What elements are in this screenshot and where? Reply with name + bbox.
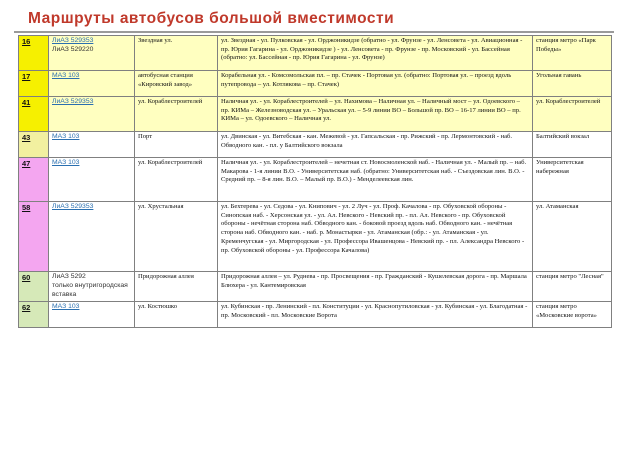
end-stop-cell: Балтийский вокзал xyxy=(533,132,612,158)
bus-model-cell xyxy=(49,97,135,132)
table-row xyxy=(19,301,612,327)
title-divider xyxy=(14,31,614,33)
routes-table xyxy=(18,35,612,328)
bus-model-link[interactable]: МАЗ 103 xyxy=(52,302,80,310)
bus-model-link[interactable]: ЛиАЗ 5292 xyxy=(52,273,86,280)
bus-model-link[interactable]: МАЗ 103 xyxy=(52,159,80,166)
bus-model-link[interactable]: ЛиАЗ 529353 xyxy=(52,203,94,210)
bus-model-cell xyxy=(49,36,135,71)
bus-model-cell xyxy=(49,71,135,97)
start-stop-cell: Порт xyxy=(135,132,218,158)
route-number-link[interactable]: 43 xyxy=(19,132,49,158)
bus-model-cell xyxy=(49,202,135,272)
end-stop-cell: Университетская набережная xyxy=(533,158,612,202)
route-path-cell: ул. Бехтерева - ул. Седова - ул. Книпович - ул. 2 Луч - ул. Проф. Качалова - пр. Обуховской обороны - Синопская наб. - Херсонская ул. - ул. Ал. Невского - Невский пр. - пл. Ал. Невского - пр. Обуховской обороны - нечётная сторона наб. Обводного кан. - боковой проезд вдоль наб. Обводного кан. - нечётная сторона наб. Обводного кан. - наб. р. Монастырки - ул. Атаманская (обр.: - ул. Атаманская - ул. Кременчугская - ул. Миргородская - ул. Профессора Ивашенцова - Невский пр. - пл. Александра Невского - пр. Обуховской обороны - ул. Профессора Качалова) xyxy=(218,202,533,272)
table-row xyxy=(19,272,612,302)
table-row xyxy=(19,158,612,202)
bus-model-cell xyxy=(49,272,135,302)
route-number-link[interactable]: 47 xyxy=(19,158,49,202)
route-number-link[interactable]: 16 xyxy=(19,36,49,71)
route-number-link[interactable]: 62 xyxy=(19,301,49,327)
table-row xyxy=(19,202,612,272)
end-stop-cell: станция метро «Парк Победы» xyxy=(533,36,612,71)
start-stop-cell: ул. Костюшко xyxy=(135,301,218,327)
table-row xyxy=(19,71,612,97)
bus-model-link[interactable]: ЛиАЗ 529353 xyxy=(52,37,94,44)
bus-model-secondary: только внутригородская вставка xyxy=(52,281,128,298)
route-path-cell: ул. Кубинская - пр. Ленинский - пл. Конституции - ул. Краснопутиловская - ул. Кубинская - ул. Благодатная - пр. Московский - пл. Московские Ворота xyxy=(218,301,533,327)
route-path-cell: Придорожная аллея – ул. Руднева - пр. Просвещения - пр. Гражданский - Кушелевская дорога - пр. Маршала Блюхера - ул. Кантемировская xyxy=(218,272,533,302)
bus-model-link[interactable]: ЛиАЗ 529353 xyxy=(52,98,94,105)
route-number-link[interactable]: 60 xyxy=(19,272,49,302)
route-number-link[interactable]: 17 xyxy=(19,71,49,97)
bus-model-cell xyxy=(49,158,135,202)
start-stop-cell: ул. Кораблестроителей xyxy=(135,97,218,132)
end-stop-cell: станция метро "Лесная" xyxy=(533,272,612,302)
end-stop-cell: ул. Атаманская xyxy=(533,202,612,272)
bus-model-cell xyxy=(49,132,135,158)
table-row xyxy=(19,132,612,158)
route-number-link[interactable]: 58 xyxy=(19,202,49,272)
start-stop-cell: Придорожная аллея xyxy=(135,272,218,302)
bus-model-link[interactable]: МАЗ 103 xyxy=(52,72,80,79)
start-stop-cell: ул. Хрустальная xyxy=(135,202,218,272)
route-path-cell: ул. Звездная - ул. Пулковская - ул. Орджоникидзе (обратно - ул. Фрунзе - ул. Ленсовета - ул. Авиационная - пр. Юрия Гагарина - ул. Орджоникидзе ) - ул. Ленсовета - пр. Фрунзе - пр. Московский - ул. Бассейная (обратно: ул. Бассейная - пр. Юрия Гагарина - ул. Фрунзе) xyxy=(218,36,533,71)
end-stop-cell: ул. Кораблестроителей xyxy=(533,97,612,132)
route-path-cell: Корабельная ул. - Комсомольская пл. – пр. Стачек - Портовая ул. (обратно: Портовая ул. – проезд вдоль путепровода – ул. Котлякова – пр. Стачек) xyxy=(218,71,533,97)
start-stop-cell: Звездная ул. xyxy=(135,36,218,71)
end-stop-cell: станция метро «Московские ворота» xyxy=(533,301,612,327)
bus-model-secondary: ЛиАЗ 529220 xyxy=(52,45,94,53)
end-stop-cell: Угольная гавань xyxy=(533,71,612,97)
start-stop-cell: ул. Кораблестроителей xyxy=(135,158,218,202)
bus-model-cell xyxy=(49,301,135,327)
route-path-cell: Наличная ул. - ул. Кораблестроителей – нечетная ст. Новосмоленской наб. - Наличная ул. - Малый пр. – наб. Макарова - 1-я линии В.О. - Университетская наб. (обратно: Университетская наб. - Съездовская лин. В.О. - Средний пр. – 8-я лин. В.О. – Малый пр. В.О.) - Менделеевская лин. xyxy=(218,158,533,202)
route-path-cell: Наличная ул. - ул. Кораблестроителей – ул. Нахимова – Наличная ул. – Наличный мост – ул. Одоевского – пр. КИМа – Железноводская ул. – Уральская ул. – 5-9 линии ВО – Большой пр. ВО – 16-17 линии ВО – пр. КИМа – ул. Одоевского – Наличная ул. xyxy=(218,97,533,132)
bus-model-link[interactable]: МАЗ 103 xyxy=(52,133,80,140)
table-row xyxy=(19,97,612,132)
page-title: Маршруты автобусов большой вместимости xyxy=(28,10,395,27)
route-path-cell: ул. Двинская - ул. Витебская - кан. Межевой - ул. Гапсальская - пр. Рижский - пр. Лермонтовский - наб. Обводного кан. - пл. у Балтийского вокзала xyxy=(218,132,533,158)
start-stop-cell: автобусная станция «Кировский завод» xyxy=(135,71,218,97)
table-row xyxy=(19,36,612,71)
route-number-link[interactable]: 41 xyxy=(19,97,49,132)
